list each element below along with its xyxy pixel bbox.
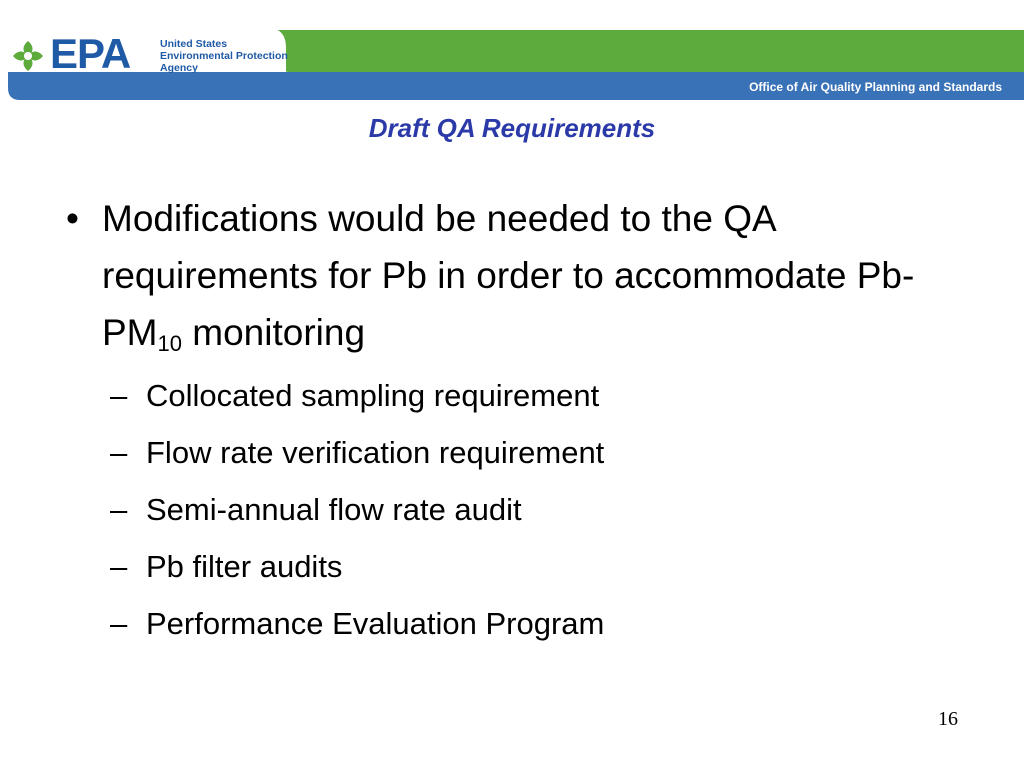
sub-bullet-item — [58, 367, 958, 424]
sub-bullet-item — [58, 595, 958, 652]
dash-icon: – — [110, 378, 128, 413]
bullet-dot-icon: • — [66, 198, 79, 239]
sub-bullet-item — [58, 481, 958, 538]
sub-bullet-text: Performance Evaluation Program — [146, 606, 605, 641]
dash-icon: – — [110, 492, 128, 527]
dash-icon: – — [110, 435, 128, 470]
slide-title: Draft QA Requirements — [368, 113, 656, 143]
epa-logo-text: EPA — [50, 30, 131, 77]
sub-bullet-text: Pb filter audits — [146, 549, 343, 584]
agency-line: Agency — [160, 62, 198, 74]
sub-bullet-item — [58, 424, 958, 481]
office-name: Office of Air Quality Planning and Standards — [749, 80, 1002, 94]
epa-flower-logo-icon — [10, 38, 46, 74]
sub-bullet-item — [58, 538, 958, 595]
bullet-text-end: monitoring — [181, 312, 366, 353]
bullet-text: Modifications would be needed to the QA requirements for Pb in order to accommodate Pb-PM — [102, 198, 915, 353]
agency-line: Environmental Protection — [160, 50, 288, 62]
sub-bullet-text: Collocated sampling requirement — [146, 378, 600, 413]
agency-line: United States — [160, 38, 228, 50]
sub-bullet-text: Semi-annual flow rate audit — [146, 492, 522, 527]
slide-body — [58, 190, 958, 652]
sub-bullet-list — [58, 367, 958, 652]
bullet-subscript: 10 — [157, 331, 182, 356]
sub-bullet-text: Flow rate verification requirement — [146, 435, 605, 470]
slide-number: 16 — [938, 708, 958, 730]
dash-icon: – — [110, 549, 128, 584]
main-bullet — [58, 190, 958, 361]
agency-name — [160, 38, 288, 74]
dash-icon: – — [110, 606, 128, 641]
